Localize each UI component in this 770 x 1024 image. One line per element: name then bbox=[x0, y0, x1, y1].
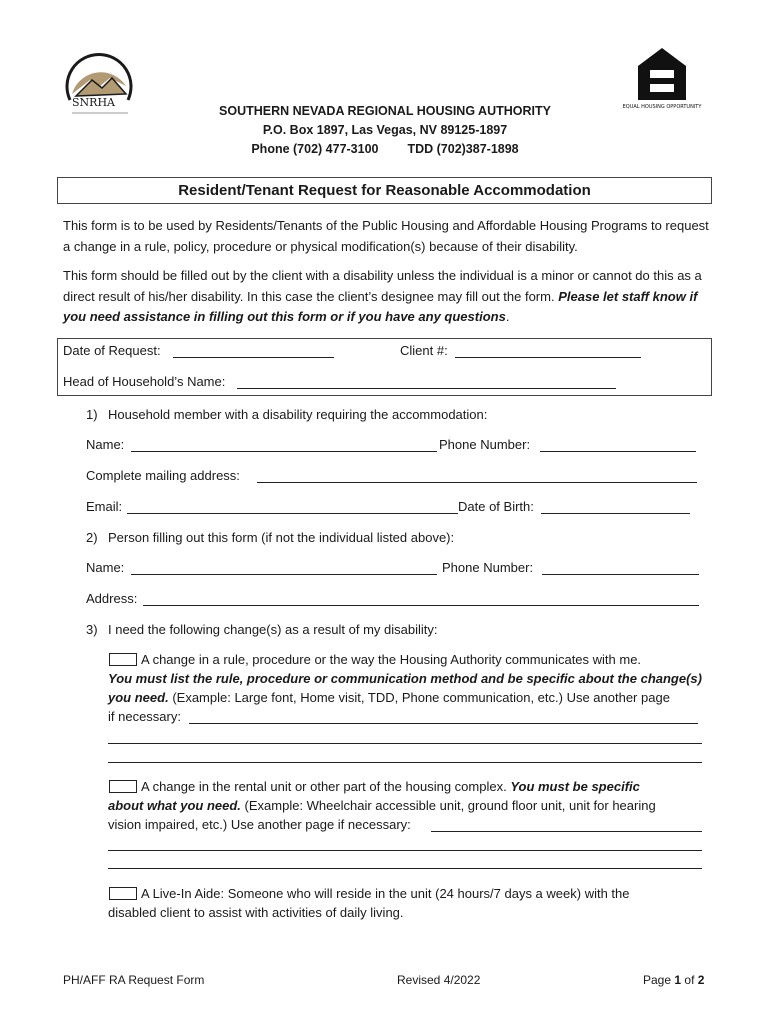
opt1-answer-line-3[interactable] bbox=[108, 762, 702, 763]
head-of-household-label: Head of Household’s Name: bbox=[63, 374, 226, 389]
footer-of-word: of bbox=[684, 973, 695, 987]
org-name: SOUTHERN NEVADA REGIONAL HOUSING AUTHORITY bbox=[219, 104, 551, 118]
client-number-label: Client #: bbox=[400, 343, 448, 358]
opt2-answer-line-3[interactable] bbox=[108, 868, 702, 869]
opt1-emphasis-b: you need. bbox=[108, 690, 169, 705]
section-3-heading: I need the following change(s) as a result of my disability: bbox=[108, 622, 438, 637]
s1-name-field[interactable] bbox=[131, 451, 437, 452]
intro-emphasis: Please let staff know if you need assistance in filling out this form or if you have any questions bbox=[63, 288, 698, 324]
opt1-answer-line-2[interactable] bbox=[108, 743, 702, 744]
date-of-request-label: Date of Request: bbox=[63, 343, 161, 358]
footer-page-word: Page bbox=[643, 973, 672, 987]
opt2-emphasis-b: about what you need. bbox=[108, 798, 241, 813]
opt1-text: A change in a rule, procedure or the way the Housing Authority communicates with me. bbox=[141, 652, 642, 667]
s2-name-field[interactable] bbox=[131, 574, 437, 575]
footer-page-current: 1 bbox=[674, 973, 682, 987]
logo-wordmark: SNRHA bbox=[72, 96, 115, 109]
opt1-emphasis-a: You must list the rule, procedure or communication method and be specific about the change(s) bbox=[108, 671, 702, 686]
opt1-example-b: if necessary: bbox=[108, 709, 181, 724]
eho-caption: EQUAL HOUSING OPPORTUNITY bbox=[622, 104, 702, 110]
opt3-live-in-aide-checkbox[interactable] bbox=[109, 887, 137, 900]
s2-phone-field[interactable] bbox=[542, 574, 699, 575]
s1-email-field[interactable] bbox=[127, 513, 458, 514]
intro-paragraph-2 bbox=[63, 266, 713, 328]
opt1-answer-line-1[interactable] bbox=[189, 723, 698, 724]
footer-revised: Revised 4/2022 bbox=[397, 973, 481, 987]
opt2-example-a: (Example: Wheelchair accessible unit, ground floor unit, unit for hearing bbox=[244, 798, 656, 813]
footer-page-number bbox=[643, 972, 704, 988]
opt3-text-b: disabled client to assist with activities of daily living. bbox=[108, 905, 404, 920]
footer-form-name: PH/AFF RA Request Form bbox=[63, 973, 205, 987]
opt2-line1 bbox=[141, 779, 640, 795]
head-of-household-field[interactable] bbox=[237, 388, 616, 389]
s2-name-label: Name: bbox=[86, 560, 125, 575]
footer-page-total: 2 bbox=[697, 973, 705, 987]
s1-mailing-label: Complete mailing address: bbox=[86, 468, 240, 483]
org-phone: Phone (702) 477-3100 bbox=[251, 142, 379, 156]
opt1-rule-change-checkbox[interactable] bbox=[109, 653, 137, 666]
section-3-number: 3) bbox=[86, 622, 98, 637]
opt2-line2 bbox=[108, 798, 656, 814]
opt2-answer-line-1[interactable] bbox=[431, 831, 702, 832]
opt2-example-b: vision impaired, etc.) Use another page if necessary: bbox=[108, 817, 411, 832]
org-phones bbox=[0, 142, 770, 156]
opt1-line3 bbox=[108, 690, 670, 706]
section-2-heading: Person filling out this form (if not the individual listed above): bbox=[108, 530, 455, 545]
s1-dob-label: Date of Birth: bbox=[458, 499, 534, 514]
s2-address-field[interactable] bbox=[143, 605, 699, 606]
org-address: P.O. Box 1897, Las Vegas, NV 89125-1897 bbox=[262, 123, 508, 137]
section-2-number: 2) bbox=[86, 530, 98, 545]
s1-phone-field[interactable] bbox=[540, 451, 696, 452]
intro-text: This form should be filled out by the client with a disability unless the individual is a minor or cannot do this as a direct result of his/her disability. In this case the client’s designee may fill out the form. bbox=[63, 268, 702, 304]
date-of-request-field[interactable] bbox=[173, 357, 334, 358]
intro-end: . bbox=[505, 309, 510, 324]
intro-paragraph-1: This form is to be used by Residents/Tenants of the Public Housing and Affordable Housing Programs to request a change in a rule, policy, procedure or physical modification(s) because of their disability. bbox=[63, 218, 709, 254]
s1-phone-label: Phone Number: bbox=[439, 437, 531, 452]
opt2-unit-change-checkbox[interactable] bbox=[109, 780, 137, 793]
opt2-text: A change in the rental unit or other part of the housing complex. bbox=[141, 779, 507, 794]
s1-name-label: Name: bbox=[86, 437, 125, 452]
s2-phone-label: Phone Number: bbox=[442, 560, 534, 575]
client-number-field[interactable] bbox=[455, 357, 641, 358]
form-title: Resident/Tenant Request for Reasonable Accommodation bbox=[57, 177, 712, 204]
s1-dob-field[interactable] bbox=[541, 513, 690, 514]
section-1-heading: Household member with a disability requiring the accommodation: bbox=[108, 407, 488, 422]
s1-mailing-field[interactable] bbox=[257, 482, 697, 483]
s2-address-label: Address: bbox=[86, 591, 138, 606]
s1-email-label: Email: bbox=[86, 499, 123, 514]
org-tdd: TDD (702)387-1898 bbox=[407, 142, 519, 156]
opt3-text-a: A Live-In Aide: Someone who will reside in the unit (24 hours/7 days a week) with the bbox=[141, 886, 630, 901]
opt2-answer-line-2[interactable] bbox=[108, 850, 702, 851]
section-1-number: 1) bbox=[86, 407, 98, 422]
opt2-emphasis-a: You must be specific bbox=[510, 779, 640, 794]
opt1-example-a: (Example: Large font, Home visit, TDD, Phone communication, etc.) Use another page bbox=[172, 690, 670, 705]
